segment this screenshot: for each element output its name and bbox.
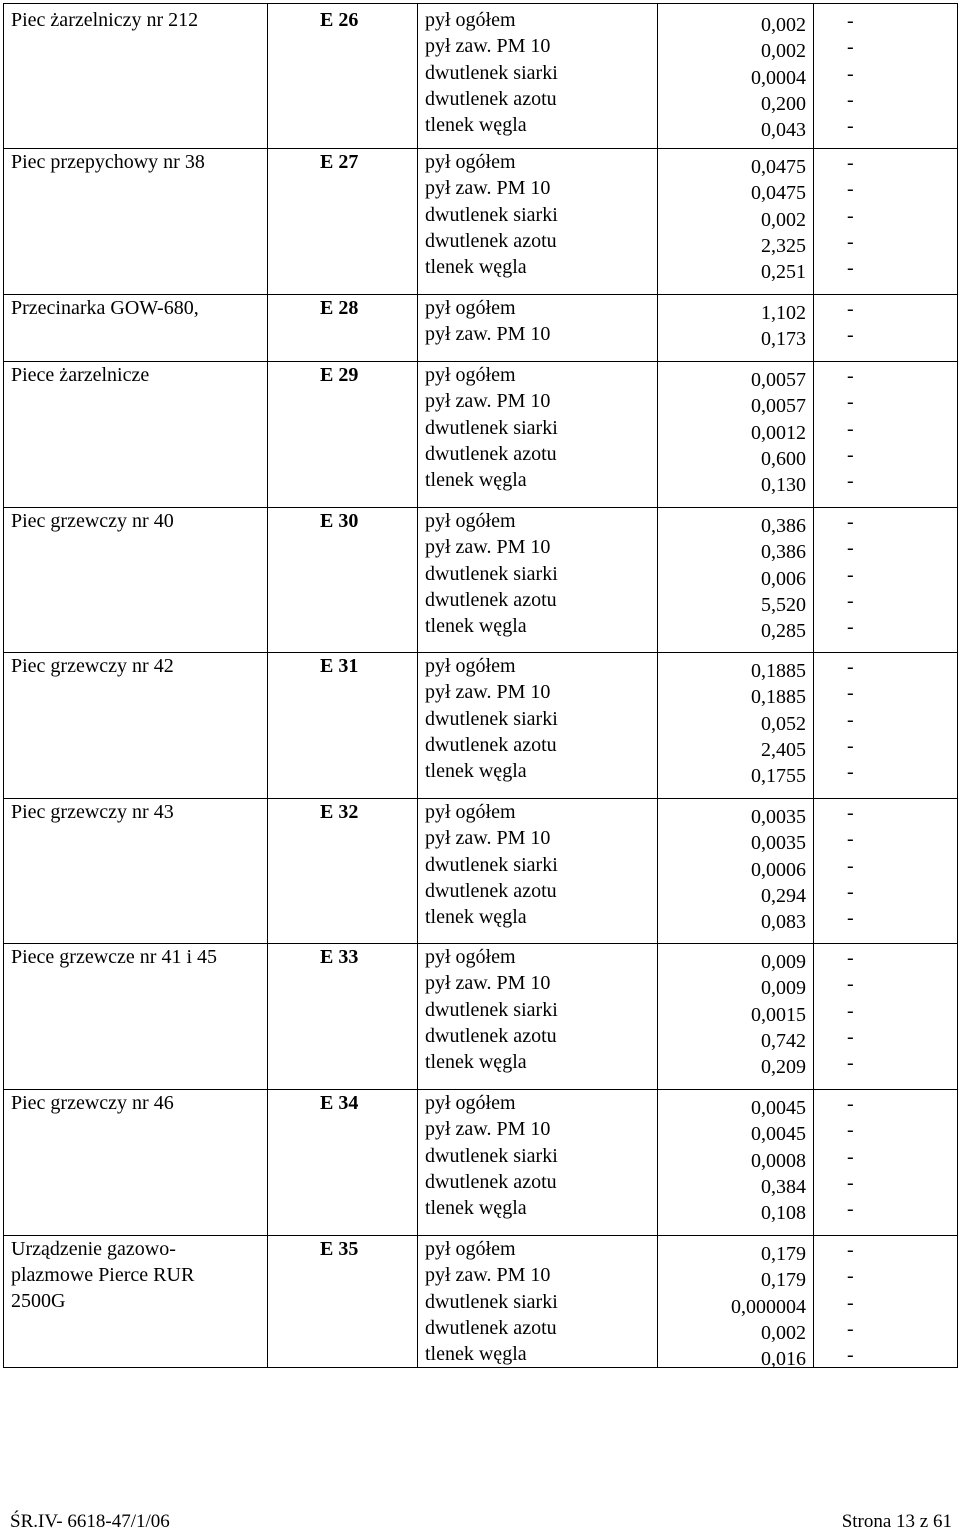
pollutant-name: dwutlenek siarki bbox=[425, 416, 558, 439]
emission-source bbox=[4, 362, 268, 508]
pollutant-name: dwutlenek azotu bbox=[425, 733, 557, 756]
pollutant-name: pył zaw. PM 10 bbox=[425, 681, 551, 704]
extra-value: - bbox=[847, 204, 854, 227]
emission-value-cell bbox=[658, 944, 814, 1090]
emission-source-label: Piec grzewczy nr 46 bbox=[11, 1092, 174, 1114]
pollutant-name: tlenek węgla bbox=[425, 114, 527, 137]
extra-value: - bbox=[847, 365, 854, 387]
emission-value: 0,130 bbox=[761, 474, 806, 497]
table-row bbox=[4, 944, 958, 1090]
emission-value-cell bbox=[658, 1236, 814, 1371]
extra-value: - bbox=[847, 115, 854, 138]
pollutant-name: dwutlenek siarki bbox=[425, 1144, 558, 1167]
pollutant-name: dwutlenek siarki bbox=[425, 707, 558, 730]
extra-value: - bbox=[847, 1344, 854, 1367]
pollutant-name: dwutlenek siarki bbox=[425, 998, 558, 1021]
emission-value: 0,179 bbox=[761, 1269, 806, 1292]
extra-value: - bbox=[847, 999, 854, 1022]
extra-value: - bbox=[847, 324, 854, 347]
extra-value: - bbox=[847, 973, 854, 996]
emission-value-cell bbox=[658, 508, 814, 653]
emission-value: 0,043 bbox=[761, 119, 806, 142]
table-row bbox=[4, 4, 958, 149]
extra-value: - bbox=[847, 1119, 854, 1142]
extra-value: - bbox=[847, 257, 854, 280]
extra-value-cell bbox=[814, 799, 958, 944]
emission-source-label: Przecinarka GOW-680, bbox=[11, 297, 199, 319]
pollutant-name: pył zaw. PM 10 bbox=[425, 177, 551, 200]
pollutant-name: pył ogółem bbox=[425, 151, 516, 173]
extra-value: - bbox=[847, 1171, 854, 1194]
emission-value: 0,0475 bbox=[751, 182, 806, 205]
emission-value: 0,002 bbox=[761, 40, 806, 63]
pollutant-name: pył ogółem bbox=[425, 364, 516, 386]
extra-value: - bbox=[847, 511, 854, 533]
extra-value: - bbox=[847, 1198, 854, 1221]
pollutant-name: pył ogółem bbox=[425, 946, 516, 968]
pollutant-name: dwutlenek siarki bbox=[425, 853, 558, 876]
emission-value: 0,000004 bbox=[731, 1295, 806, 1318]
pollutant-name-cell bbox=[418, 944, 658, 1090]
extra-value: - bbox=[847, 537, 854, 560]
extra-value: - bbox=[847, 1239, 854, 1261]
document-reference: ŚR.IV- 6618-47/1/06 bbox=[10, 1511, 170, 1532]
pollutant-name: pył zaw. PM 10 bbox=[425, 827, 551, 850]
pollutant-name: dwutlenek azotu bbox=[425, 1316, 557, 1339]
extra-value: - bbox=[847, 708, 854, 731]
emission-value: 0,386 bbox=[761, 515, 806, 537]
emission-value: 0,108 bbox=[761, 1202, 806, 1225]
extra-value: - bbox=[847, 298, 854, 320]
emission-value: 0,386 bbox=[761, 541, 806, 564]
emission-value: 0,009 bbox=[761, 977, 806, 1000]
emission-value: 0,294 bbox=[761, 884, 806, 907]
emission-value: 0,002 bbox=[761, 14, 806, 36]
extra-value: - bbox=[847, 616, 854, 639]
extra-value-cell bbox=[814, 149, 958, 295]
emission-source bbox=[4, 295, 268, 362]
pollutant-name: pył ogółem bbox=[425, 1238, 516, 1260]
emission-value: 0,0475 bbox=[751, 156, 806, 178]
emission-value: 0,209 bbox=[761, 1056, 806, 1079]
extra-value: - bbox=[847, 1145, 854, 1168]
extra-value: - bbox=[847, 682, 854, 705]
pollutant-name: pył ogółem bbox=[425, 510, 516, 532]
extra-value: - bbox=[847, 1093, 854, 1115]
extra-value: - bbox=[847, 88, 854, 111]
emission-value: 0,0008 bbox=[751, 1149, 806, 1172]
emission-source-label: Piece grzewcze nr 41 i 45 bbox=[11, 946, 218, 968]
pollutant-name: pył zaw. PM 10 bbox=[425, 1264, 551, 1287]
emission-value-cell bbox=[658, 1090, 814, 1236]
extra-value-cell bbox=[814, 1236, 958, 1368]
emission-value: 0,285 bbox=[761, 620, 806, 643]
emission-value: 0,0035 bbox=[751, 806, 806, 828]
emission-source bbox=[4, 653, 268, 799]
table-row bbox=[4, 653, 958, 799]
emission-source-label: Piec grzewczy nr 43 bbox=[11, 801, 174, 823]
emission-value-cell bbox=[658, 362, 814, 508]
emission-value: 0,0045 bbox=[751, 1097, 806, 1119]
pollutant-name: pył ogółem bbox=[425, 801, 516, 823]
emitter-code: E 33 bbox=[268, 944, 418, 1090]
emission-value: 0,002 bbox=[761, 1321, 806, 1344]
pollutant-name: pył zaw. PM 10 bbox=[425, 972, 551, 995]
emission-value: 0,0057 bbox=[751, 369, 806, 391]
table-row bbox=[4, 508, 958, 653]
extra-value: - bbox=[847, 854, 854, 877]
extra-value-cell bbox=[814, 295, 958, 362]
page-number: Strona 13 z 61 bbox=[841, 1511, 952, 1532]
emission-value: 0,600 bbox=[761, 447, 806, 470]
table-row bbox=[4, 362, 958, 508]
emission-source-label: Piec żarzelniczy nr 212 bbox=[11, 9, 199, 31]
extra-value: - bbox=[847, 734, 854, 757]
extra-value: - bbox=[847, 443, 854, 466]
emission-source bbox=[4, 944, 268, 1090]
emission-source-label: Urządzenie gazowo-plazmowe Pierce RUR 2500G bbox=[11, 1238, 195, 1312]
emission-value: 0,083 bbox=[761, 911, 806, 934]
pollutant-name: tlenek węgla bbox=[425, 760, 527, 783]
emission-source-label: Piec grzewczy nr 40 bbox=[11, 510, 174, 532]
emission-value: 0,251 bbox=[761, 261, 806, 284]
extra-value: - bbox=[847, 828, 854, 851]
pollutant-name-cell bbox=[418, 799, 658, 944]
emission-value: 0,179 bbox=[761, 1243, 806, 1265]
pollutant-name: dwutlenek azotu bbox=[425, 588, 557, 611]
extra-value: - bbox=[847, 907, 854, 930]
emission-value: 0,0006 bbox=[751, 858, 806, 881]
emission-value-cell bbox=[658, 4, 814, 149]
emission-value: 0,1885 bbox=[751, 686, 806, 709]
extra-value: - bbox=[847, 1317, 854, 1340]
emission-value: 0,0057 bbox=[751, 395, 806, 418]
pollutant-name: dwutlenek siarki bbox=[425, 1290, 558, 1313]
pollutant-name-cell bbox=[418, 508, 658, 653]
table-row bbox=[4, 149, 958, 295]
emission-source bbox=[4, 1090, 268, 1236]
extra-value: - bbox=[847, 1265, 854, 1288]
emission-source bbox=[4, 799, 268, 944]
extra-value-cell bbox=[814, 4, 958, 149]
emission-value: 0,742 bbox=[761, 1029, 806, 1052]
emission-value-cell bbox=[658, 149, 814, 295]
emission-value: 0,006 bbox=[761, 567, 806, 590]
emission-source bbox=[4, 508, 268, 653]
extra-value: - bbox=[847, 10, 854, 32]
emission-source-label: Piec grzewczy nr 42 bbox=[11, 655, 174, 677]
extra-value: - bbox=[847, 1291, 854, 1314]
extra-value: - bbox=[847, 1052, 854, 1075]
emission-value: 0,052 bbox=[761, 712, 806, 735]
pollutant-name: tlenek węgla bbox=[425, 469, 527, 492]
pollutant-name: tlenek węgla bbox=[425, 1197, 527, 1220]
emitter-code: E 29 bbox=[268, 362, 418, 508]
pollutant-name-cell bbox=[418, 149, 658, 295]
emission-value: 0,1755 bbox=[751, 765, 806, 788]
pollutant-name: pył ogółem bbox=[425, 655, 516, 677]
emission-value: 0,0004 bbox=[751, 66, 806, 89]
emission-value: 0,200 bbox=[761, 92, 806, 115]
pollutant-name: pył ogółem bbox=[425, 1092, 516, 1114]
pollutant-name: tlenek węgla bbox=[425, 906, 527, 929]
emission-value: 2,405 bbox=[761, 738, 806, 761]
emitter-code: E 28 bbox=[268, 295, 418, 362]
extra-value: - bbox=[847, 947, 854, 969]
pollutant-name: dwutlenek azotu bbox=[425, 1170, 557, 1193]
emission-value: 5,520 bbox=[761, 593, 806, 616]
pollutant-name-cell bbox=[418, 653, 658, 799]
emission-source-label: Piec przepychowy nr 38 bbox=[11, 151, 205, 173]
extra-value: - bbox=[847, 470, 854, 493]
pollutant-name: pył zaw. PM 10 bbox=[425, 35, 551, 58]
extra-value: - bbox=[847, 802, 854, 824]
pollutant-name: pył zaw. PM 10 bbox=[425, 1118, 551, 1141]
emitter-code: E 27 bbox=[268, 149, 418, 295]
pollutant-name-cell bbox=[418, 1236, 658, 1368]
emission-value: 0,0035 bbox=[751, 832, 806, 855]
table-row bbox=[4, 295, 958, 362]
extra-value: - bbox=[847, 589, 854, 612]
table-row bbox=[4, 1236, 958, 1368]
emission-value: 0,009 bbox=[761, 951, 806, 973]
pollutant-name: dwutlenek azotu bbox=[425, 442, 557, 465]
pollutant-name-cell bbox=[418, 362, 658, 508]
extra-value: - bbox=[847, 36, 854, 59]
extra-value-cell bbox=[814, 1090, 958, 1236]
pollutant-name: dwutlenek siarki bbox=[425, 203, 558, 226]
extra-value: - bbox=[847, 391, 854, 414]
emission-value: 0,0015 bbox=[751, 1003, 806, 1026]
emission-value-cell bbox=[658, 295, 814, 362]
pollutant-name: dwutlenek azotu bbox=[425, 229, 557, 252]
emissions-table-body bbox=[4, 4, 958, 1371]
emission-source-label: Piece żarzelnicze bbox=[11, 364, 150, 386]
pollutant-name-cell bbox=[418, 1090, 658, 1236]
extra-value-cell bbox=[814, 944, 958, 1090]
emissions-table bbox=[3, 3, 958, 1371]
extra-value: - bbox=[847, 656, 854, 678]
emission-source bbox=[4, 4, 268, 149]
pollutant-name: pył ogółem bbox=[425, 297, 516, 319]
extra-value: - bbox=[847, 880, 854, 903]
pollutant-name-cell bbox=[418, 4, 658, 149]
emission-value: 1,102 bbox=[761, 302, 806, 324]
pollutant-name: tlenek węgla bbox=[425, 256, 527, 279]
pollutant-name: pył zaw. PM 10 bbox=[425, 390, 551, 413]
extra-value: - bbox=[847, 563, 854, 586]
extra-value: - bbox=[847, 62, 854, 85]
emitter-code: E 35 bbox=[268, 1236, 418, 1368]
pollutant-name: dwutlenek azotu bbox=[425, 879, 557, 902]
emission-value: 0,173 bbox=[761, 328, 806, 351]
pollutant-name-cell bbox=[418, 295, 658, 362]
emission-value: 0,002 bbox=[761, 208, 806, 231]
extra-value: - bbox=[847, 1025, 854, 1048]
emission-value: 0,384 bbox=[761, 1175, 806, 1198]
extra-value: - bbox=[847, 230, 854, 253]
pollutant-name: pył zaw. PM 10 bbox=[425, 323, 551, 346]
emission-value: 0,1885 bbox=[751, 660, 806, 682]
extra-value: - bbox=[847, 152, 854, 174]
emission-source bbox=[4, 149, 268, 295]
emitter-code: E 34 bbox=[268, 1090, 418, 1236]
emitter-code: E 31 bbox=[268, 653, 418, 799]
pollutant-name: dwutlenek siarki bbox=[425, 61, 558, 84]
pollutant-name: tlenek węgla bbox=[425, 1343, 527, 1366]
emission-value: 0,0045 bbox=[751, 1123, 806, 1146]
extra-value-cell bbox=[814, 508, 958, 653]
emission-source bbox=[4, 1236, 268, 1368]
emitter-code: E 26 bbox=[268, 4, 418, 149]
pollutant-name: tlenek węgla bbox=[425, 615, 527, 638]
table-row bbox=[4, 1090, 958, 1236]
extra-value-cell bbox=[814, 362, 958, 508]
emission-value-cell bbox=[658, 799, 814, 944]
extra-value: - bbox=[847, 178, 854, 201]
extra-value: - bbox=[847, 417, 854, 440]
pollutant-name: tlenek węgla bbox=[425, 1051, 527, 1074]
emission-value: 0,0012 bbox=[751, 421, 806, 444]
extra-value-cell bbox=[814, 653, 958, 799]
emitter-code: E 30 bbox=[268, 508, 418, 653]
emission-value-cell bbox=[658, 653, 814, 799]
emitter-code: E 32 bbox=[268, 799, 418, 944]
emission-value: 2,325 bbox=[761, 234, 806, 257]
emission-value: 0,016 bbox=[761, 1348, 806, 1371]
pollutant-name: pył zaw. PM 10 bbox=[425, 536, 551, 559]
table-row bbox=[4, 799, 958, 944]
extra-value: - bbox=[847, 761, 854, 784]
pollutant-name: dwutlenek azotu bbox=[425, 87, 557, 110]
pollutant-name: dwutlenek azotu bbox=[425, 1024, 557, 1047]
pollutant-name: pył ogółem bbox=[425, 9, 516, 31]
pollutant-name: dwutlenek siarki bbox=[425, 562, 558, 585]
